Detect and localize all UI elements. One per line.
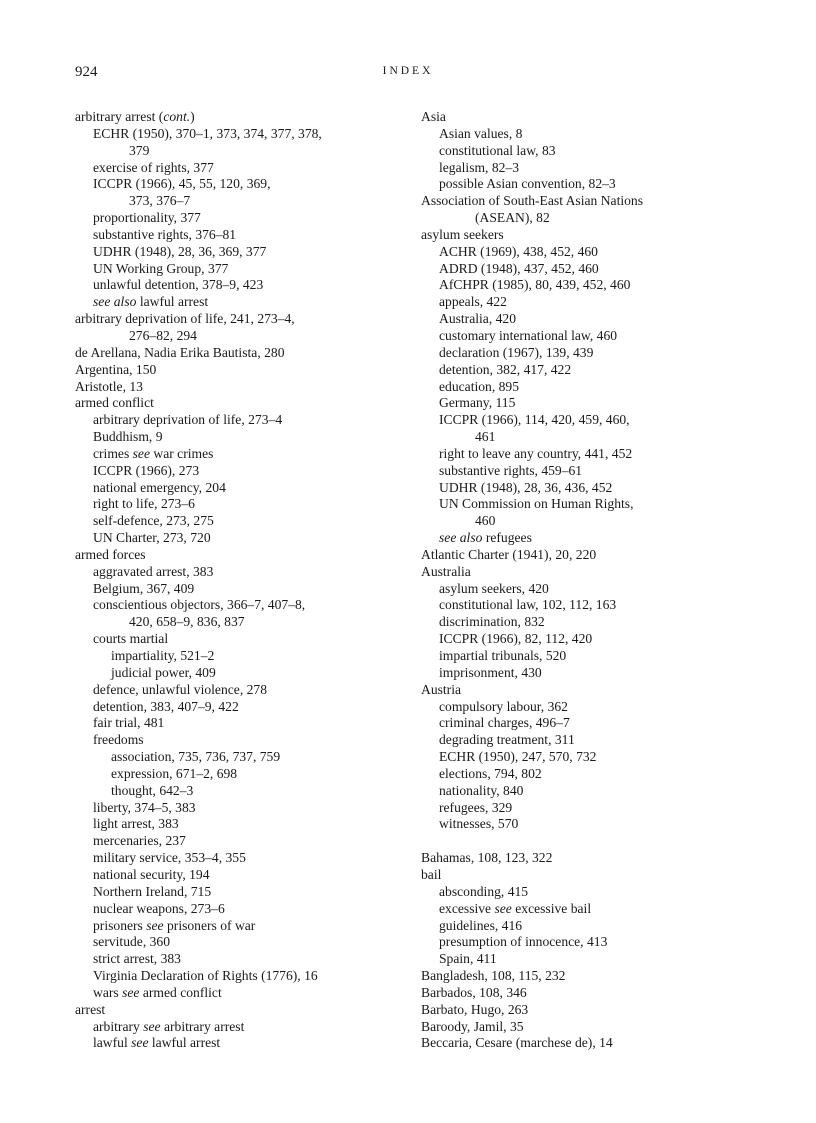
entry-text: arrest <box>75 1001 106 1017</box>
index-heading <box>421 227 741 244</box>
index-subentry <box>421 294 741 311</box>
index-subentry <box>421 143 741 160</box>
entry-text: Austria <box>421 681 462 697</box>
index-column-right <box>421 109 741 1052</box>
index-heading <box>421 985 741 1002</box>
index-subentry <box>75 783 401 800</box>
entry-italic: see also <box>439 530 483 546</box>
entry-text: ADRD (1948), 437, 452, 460 <box>439 260 599 276</box>
index-subentry <box>75 429 401 446</box>
entry-text: possible Asian convention, 82–3 <box>439 176 616 192</box>
entry-text: association, 735, 736, 737, 759 <box>111 749 281 765</box>
entry-text: Germany, 115 <box>439 395 516 411</box>
entry-text: UN Working Group, 377 <box>93 260 229 276</box>
index-subentry <box>75 699 401 716</box>
entry-text: detention, 382, 417, 422 <box>439 361 572 377</box>
entry-text: constitutional law, 102, 112, 163 <box>439 597 617 613</box>
entry-text: excessive <box>439 900 495 916</box>
entry-text: 379 <box>129 142 150 158</box>
entry-text: liberty, 374–5, 383 <box>93 799 196 815</box>
running-head: INDEX <box>382 65 434 77</box>
index-heading <box>75 109 401 126</box>
entry-text: ACHR (1969), 438, 452, 460 <box>439 243 598 259</box>
entry-text: Baroody, Jamil, 35 <box>421 1018 524 1034</box>
index-heading <box>421 1035 741 1052</box>
index-continuation <box>75 614 401 631</box>
index-subentry <box>75 446 401 463</box>
index-subentry <box>421 311 741 328</box>
index-subentry <box>75 749 401 766</box>
index-subentry <box>75 530 401 547</box>
index-column-left <box>75 109 401 1052</box>
index-subentry <box>75 833 401 850</box>
index-subentry <box>421 412 741 429</box>
entry-text: impartiality, 521–2 <box>111 648 215 663</box>
entry-text: ECHR (1950), 370–1, 373, 374, 377, 378, <box>93 125 322 141</box>
entry-text: nuclear weapons, 273–6 <box>93 900 225 916</box>
index-subentry <box>75 581 401 598</box>
index-subentry <box>75 918 401 935</box>
entry-italic: see <box>143 1018 161 1034</box>
entry-text: Barbato, Hugo, 263 <box>421 1001 529 1017</box>
index-subentry <box>421 884 741 901</box>
index-subentry <box>421 261 741 278</box>
entry-text: ICCPR (1966), 82, 112, 420 <box>439 631 593 647</box>
entry-text: substantive rights, 376–81 <box>93 226 237 242</box>
entry-text: ICCPR (1966), 114, 420, 459, 460, <box>439 412 630 428</box>
entry-text: Barbados, 108, 346 <box>421 984 527 1000</box>
index-subentry <box>421 530 741 547</box>
index-heading <box>421 682 741 699</box>
entry-text: Argentina, 150 <box>75 361 157 377</box>
entry-text: right to life, 273–6 <box>93 496 195 512</box>
index-heading <box>75 395 401 412</box>
index-subentry <box>75 564 401 581</box>
index-subentry <box>421 783 741 800</box>
entry-text: absconding, 415 <box>439 883 529 899</box>
index-subentry <box>421 446 741 463</box>
entry-italic: see <box>494 900 512 916</box>
index-subentry <box>75 176 401 193</box>
index-subentry <box>421 244 741 261</box>
index-heading <box>421 564 741 581</box>
index-heading <box>421 547 741 564</box>
index-heading <box>75 345 401 362</box>
entry-text: freedoms <box>93 732 144 748</box>
entry-text: de Arellana, Nadia Erika Bautista, 280 <box>75 344 285 360</box>
entry-text: light arrest, 383 <box>93 816 179 832</box>
index-subentry <box>75 648 401 665</box>
entry-text: military service, 353–4, 355 <box>93 850 246 866</box>
index-heading <box>421 968 741 985</box>
index-subentry <box>75 682 401 699</box>
index-heading <box>421 850 741 867</box>
entry-text: UDHR (1948), 28, 36, 436, 452 <box>439 479 613 495</box>
entry-text: customary international law, 460 <box>439 327 618 343</box>
index-subentry <box>75 985 401 1002</box>
index-subentry <box>421 463 741 480</box>
entry-text: Virginia Declaration of Rights (1776), 16 <box>93 968 318 984</box>
entry-text: compulsory labour, 362 <box>439 698 568 714</box>
entry-text: imprisonment, 430 <box>439 664 542 680</box>
entry-italic: see <box>132 445 150 461</box>
entry-text: detention, 383, 407–9, 422 <box>93 698 239 714</box>
entry-text: ECHR (1950), 247, 570, 732 <box>439 749 597 765</box>
entry-text: education, 895 <box>439 378 520 394</box>
index-subentry <box>421 126 741 143</box>
index-heading <box>75 311 401 328</box>
entry-text: Atlantic Charter (1941), 20, 220 <box>421 546 597 562</box>
entry-text: prisoners <box>93 917 147 933</box>
entry-text: defence, unlawful violence, 278 <box>93 681 268 697</box>
entry-text: self-defence, 273, 275 <box>93 513 214 529</box>
entry-text: armed conflict <box>75 395 154 411</box>
index-subentry <box>75 665 401 682</box>
entry-italic: see <box>131 1035 149 1051</box>
entry-text: UDHR (1948), 28, 36, 369, 377 <box>93 243 267 259</box>
index-subentry <box>421 766 741 783</box>
index-subentry <box>421 816 741 833</box>
index-continuation <box>75 193 401 210</box>
entry-italic: cont. <box>163 109 191 124</box>
index-subentry <box>421 176 741 193</box>
index-subentry <box>421 277 741 294</box>
index-heading <box>421 1002 741 1019</box>
index-subentry <box>421 951 741 968</box>
entry-text: expression, 671–2, 698 <box>111 765 238 781</box>
entry-text: declaration (1967), 139, 439 <box>439 344 594 360</box>
index-subentry <box>75 766 401 783</box>
entry-text: impartial tribunals, 520 <box>439 648 567 663</box>
entry-text: witnesses, 570 <box>439 816 519 832</box>
entry-text: crimes <box>93 445 133 461</box>
index-subentry <box>421 699 741 716</box>
index-heading <box>421 867 741 884</box>
entry-text: arbitrary deprivation of life, 273–4 <box>93 412 283 428</box>
entry-text: ICCPR (1966), 45, 55, 120, 369, <box>93 176 271 192</box>
index-subentry <box>421 345 741 362</box>
entry-text: right to leave any country, 441, 452 <box>439 445 633 461</box>
index-heading <box>75 379 401 396</box>
entry-text: UN Commission on Human Rights, <box>439 496 634 512</box>
entry-italic: see <box>122 984 140 1000</box>
entry-italic: see <box>146 917 164 933</box>
entry-text: arbitrary deprivation of life, 241, 273–4, <box>75 311 295 327</box>
index-subentry <box>421 362 741 379</box>
entry-text: servitude, 360 <box>93 934 171 950</box>
entry-text: AfCHPR (1985), 80, 439, 452, 460 <box>439 277 631 293</box>
index-subentry <box>75 277 401 294</box>
entry-text: asylum seekers, 420 <box>439 580 549 596</box>
index-subentry <box>421 901 741 918</box>
index-subentry <box>75 463 401 480</box>
index-subentry <box>421 328 741 345</box>
entry-text: refugees <box>482 530 532 546</box>
entry-text: presumption of innocence, 413 <box>439 934 608 950</box>
entry-text: ICCPR (1966), 273 <box>93 462 200 478</box>
entry-text: arbitrary <box>93 1018 144 1034</box>
entry-text: bail <box>421 866 442 882</box>
page-header <box>75 64 741 86</box>
entry-text: war crimes <box>150 445 214 461</box>
index-subentry <box>75 867 401 884</box>
entry-text: Beccaria, Cesare (marchese de), 14 <box>421 1035 613 1051</box>
index-heading <box>421 1019 741 1036</box>
entry-text: arbitrary arrest <box>160 1018 245 1034</box>
entry-text: wars <box>93 984 123 1000</box>
index-heading <box>75 547 401 564</box>
entry-text: degrading treatment, 311 <box>439 732 575 748</box>
index-subentry <box>421 749 741 766</box>
entry-gap <box>421 833 741 850</box>
index-subentry <box>75 901 401 918</box>
entry-text: Belgium, 367, 409 <box>93 580 195 596</box>
entry-text: Asia <box>421 109 446 124</box>
entry-text: 461 <box>475 429 496 445</box>
entry-text: Association of South-East Asian Nations <box>421 193 644 209</box>
index-subentry <box>421 918 741 935</box>
entry-text: thought, 642–3 <box>111 782 194 798</box>
index-subentry <box>75 210 401 227</box>
index-heading <box>421 193 741 210</box>
index-subentry <box>421 160 741 177</box>
entry-text: armed forces <box>75 546 146 562</box>
entry-text: Australia, 420 <box>439 311 517 327</box>
index-subentry <box>421 496 741 513</box>
index-subentry <box>75 968 401 985</box>
entry-text: 420, 658–9, 836, 837 <box>129 614 245 630</box>
entry-text: Asian values, 8 <box>439 125 523 141</box>
entry-text: Bangladesh, 108, 115, 232 <box>421 968 566 984</box>
entry-text: fair trial, 481 <box>93 715 165 731</box>
index-subentry <box>421 614 741 631</box>
entry-text: UN Charter, 273, 720 <box>93 530 211 546</box>
index-subentry <box>75 160 401 177</box>
index-heading <box>421 109 741 126</box>
entry-text: 276–82, 294 <box>129 327 197 343</box>
index-subentry <box>75 244 401 261</box>
index-subentry <box>421 715 741 732</box>
entry-text: Australia <box>421 563 471 579</box>
entry-text: ) <box>190 109 195 124</box>
entry-text: Buddhism, 9 <box>93 429 163 445</box>
entry-text: asylum seekers <box>421 226 504 242</box>
entry-text: exercise of rights, 377 <box>93 159 214 175</box>
index-subentry <box>75 934 401 951</box>
index-subentry <box>75 850 401 867</box>
index-subentry <box>75 800 401 817</box>
entry-text: (ASEAN), 82 <box>475 210 550 226</box>
entry-text: arbitrary arrest ( <box>75 109 164 124</box>
entry-text: national security, 194 <box>93 866 210 882</box>
entry-text: Aristotle, 13 <box>75 378 143 394</box>
index-subentry <box>75 227 401 244</box>
index-continuation <box>75 328 401 345</box>
entry-text: criminal charges, 496–7 <box>439 715 570 731</box>
entry-text: national emergency, 204 <box>93 479 226 495</box>
index-continuation <box>421 429 741 446</box>
index-heading <box>75 1002 401 1019</box>
entry-italic: see also <box>93 294 137 310</box>
index-subentry <box>75 631 401 648</box>
index-subentry <box>75 715 401 732</box>
entry-text: lawful <box>93 1035 132 1051</box>
entry-text: 373, 376–7 <box>129 193 191 209</box>
entry-text: unlawful detention, 378–9, 423 <box>93 277 264 293</box>
index-heading <box>75 362 401 379</box>
index-continuation <box>75 143 401 160</box>
entry-text: Bahamas, 108, 123, 322 <box>421 850 553 866</box>
index-subentry <box>421 631 741 648</box>
entry-text: elections, 794, 802 <box>439 765 542 781</box>
entry-text: aggravated arrest, 383 <box>93 563 214 579</box>
index-subentry <box>75 816 401 833</box>
entry-text: proportionality, 377 <box>93 210 201 226</box>
entry-text: prisoners of war <box>163 917 256 933</box>
entry-text: nationality, 840 <box>439 782 524 798</box>
index-subentry <box>421 480 741 497</box>
index-subentry <box>421 395 741 412</box>
entry-text: legalism, 82–3 <box>439 159 520 175</box>
entry-text: Spain, 411 <box>439 951 497 967</box>
entry-text: mercenaries, 237 <box>93 833 186 849</box>
entry-text: substantive rights, 459–61 <box>439 462 583 478</box>
index-subentry <box>75 261 401 278</box>
index-subentry <box>421 800 741 817</box>
index-subentry <box>421 648 741 665</box>
index-subentry <box>421 665 741 682</box>
entry-text: lawful arrest <box>136 294 209 310</box>
index-subentry <box>75 513 401 530</box>
entry-text: armed conflict <box>139 984 222 1000</box>
entry-text: refugees, 329 <box>439 799 513 815</box>
index-continuation <box>421 210 741 227</box>
entry-text: strict arrest, 383 <box>93 951 181 967</box>
entry-text: judicial power, 409 <box>111 664 216 680</box>
entry-text: 460 <box>475 513 496 529</box>
entry-text: discrimination, 832 <box>439 614 545 630</box>
index-subentry <box>75 126 401 143</box>
index-subentry <box>75 480 401 497</box>
entry-text: constitutional law, 83 <box>439 142 556 158</box>
entry-text: Northern Ireland, 715 <box>93 883 212 899</box>
page-number: 924 <box>75 64 98 80</box>
index-subentry <box>75 412 401 429</box>
index-subentry <box>421 379 741 396</box>
index-subentry <box>421 581 741 598</box>
index-subentry <box>421 934 741 951</box>
entry-text: excessive bail <box>511 900 592 916</box>
index-subentry <box>75 1019 401 1036</box>
index-subentry <box>421 732 741 749</box>
index-subentry <box>75 496 401 513</box>
index-continuation <box>421 513 741 530</box>
entry-text: lawful arrest <box>148 1035 221 1051</box>
index-subentry <box>75 732 401 749</box>
entry-text: courts martial <box>93 631 169 647</box>
index-subentry <box>75 294 401 311</box>
index-subentry <box>75 1035 401 1052</box>
entry-text: appeals, 422 <box>439 294 507 310</box>
entry-text: conscientious objectors, 366–7, 407–8, <box>93 597 306 613</box>
index-subentry <box>75 597 401 614</box>
entry-text: guidelines, 416 <box>439 917 523 933</box>
index-subentry <box>75 951 401 968</box>
index-subentry <box>421 597 741 614</box>
index-subentry <box>75 884 401 901</box>
